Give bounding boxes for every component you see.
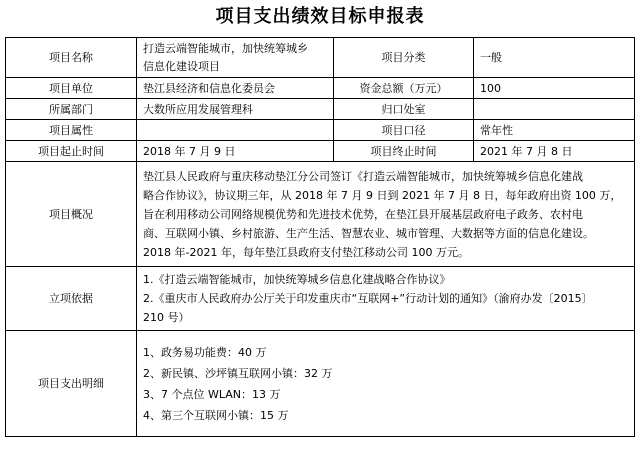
project-overview-label: 项目概况 [6,162,137,267]
project-overview-text [137,162,635,267]
basis-line: 1.《打造云端智能城市，加快统筹城乡信息化建战略合作协议》 [143,273,451,286]
basis-line: 210 号） [143,311,190,324]
expenditure-item: 1、政务易功能费：40 万 [143,345,267,359]
row-expenditure [6,331,635,437]
expenditure-detail-list [137,331,635,437]
row-project-name [6,38,635,78]
expenditure-detail-label: 项目支出明细 [6,331,137,437]
project-basis-text [137,267,635,331]
project-unit-value: 垫江县经济和信息化委员会 [137,78,334,99]
row-project-unit [6,78,635,99]
project-scope-value: 常年性 [474,120,635,141]
department-value: 大数所应用发展管理科 [137,99,334,120]
overview-line: 垫江县人民政府与重庆移动垫江分公司签订《打造云端智能城市，加快统筹城乡信息化建战 [143,169,583,183]
department-label: 所属部门 [6,99,137,120]
overview-line: 商、互联网小镇、乡村旅游、生产生活、智慧农业、城市管理、大数据等方面的信息化建设。 [143,226,594,240]
declaration-form-table [5,37,635,437]
expenditure-item: 4、第三个互联网小镇：15 万 [143,408,289,422]
project-category-value: 一般 [474,38,635,78]
end-date-value: 2021 年 7 月 8 日 [474,141,635,162]
project-basis-label: 立项依据 [6,267,137,331]
row-department [6,99,635,120]
overview-line: 2018 年-2021 年，每年垫江县政府支付垫江移动公司 100 万元。 [143,245,469,259]
start-end-time-label: 项目起止时间 [6,141,137,162]
total-funds-label: 资金总额（万元） [334,78,474,99]
row-attribute [6,120,635,141]
page-title: 项目支出绩效目标申报表 [215,6,425,27]
office-value [474,99,635,120]
project-scope-label: 项目口径 [334,120,474,141]
project-attribute-value [137,120,334,141]
overview-line: 旨在利用移动公司网络规模优势和先进技术优势，在垫江县开展基层政府电子政务、农村电 [143,207,583,221]
row-dates [6,141,635,162]
row-overview [6,162,635,267]
project-unit-label: 项目单位 [6,78,137,99]
project-name-label: 项目名称 [6,38,137,78]
project-name-line2: 信息化建设项目 [143,59,220,73]
project-name-line1: 打造云端智能城市，加快统筹城乡 [143,41,308,55]
total-funds-value: 100 [474,78,635,99]
overview-line: 略合作协议》，协议期三年，从 2018 年 7 月 9 日到 2021 年 7 月 8 日，每年政府出资 100 万， [143,188,622,202]
basis-line: 2.《重庆市人民政府办公厅关于印发重庆市“互联网+”行动计划的通知》（渝府办发〔2015〕 [143,292,593,305]
end-time-label: 项目终止时间 [334,141,474,162]
row-basis [6,267,635,331]
project-category-label: 项目分类 [334,38,474,78]
start-date-value: 2018 年 7 月 9 日 [137,141,334,162]
project-name-value [137,38,334,78]
expenditure-item: 2、新民镇、沙坪镇互联网小镇：32 万 [143,366,333,380]
office-label: 归口处室 [334,99,474,120]
project-attribute-label: 项目属性 [6,120,137,141]
expenditure-item: 3、7 个点位 WLAN：13 万 [143,387,281,401]
